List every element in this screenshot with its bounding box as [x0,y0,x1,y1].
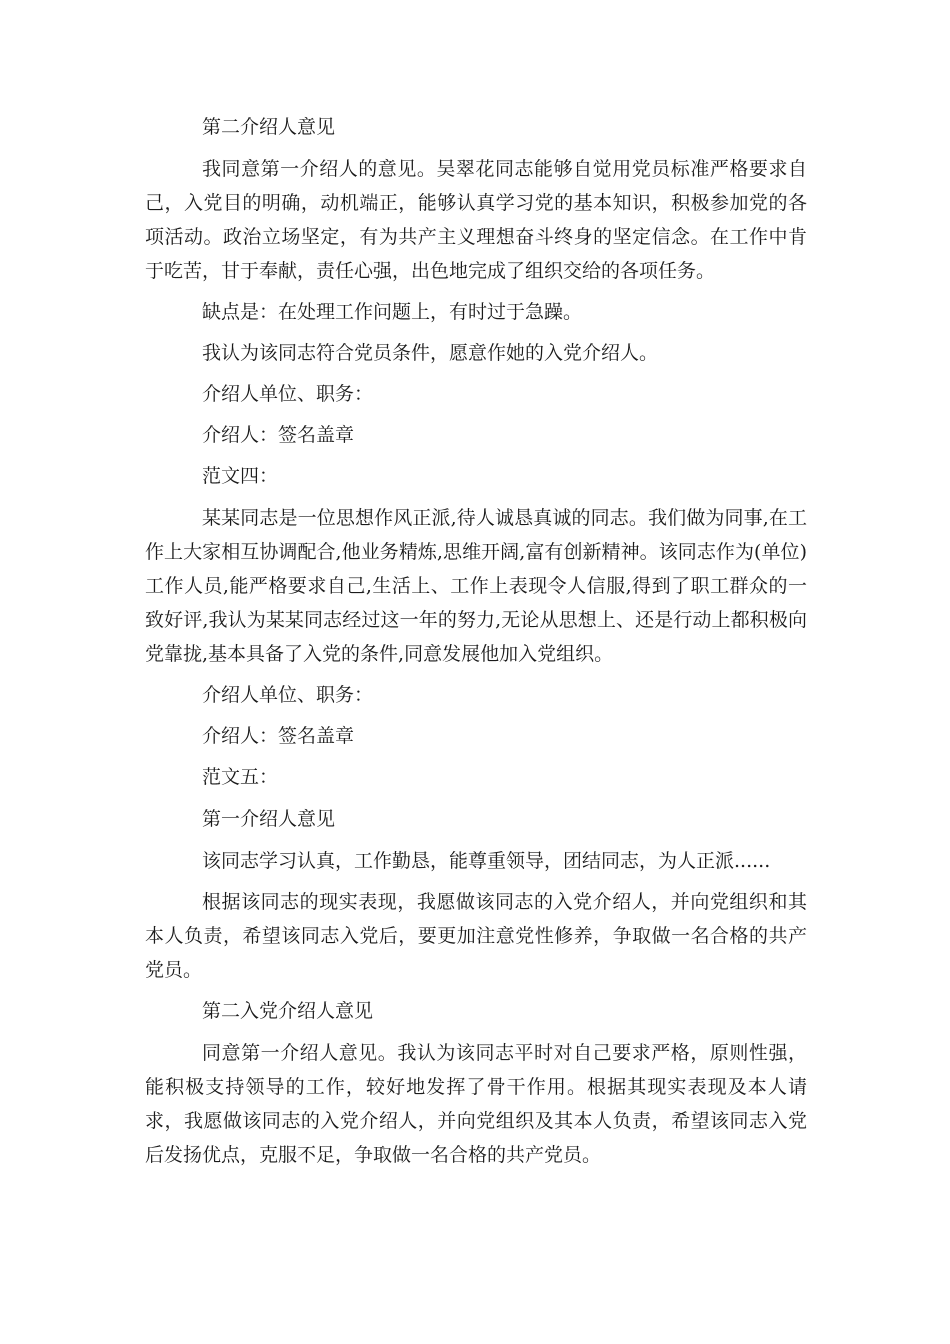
document-body [145,110,807,1179]
paragraph-second-introducer-opinion: 同意第一介绍人意见。我认为该同志平时对自己要求严格，原则性强，能积极支持领导的工作，较好地发挥了骨干作用。根据其现实表现及本人请求，我愿做该同志的入党介绍人，并向党组织及其本人负责，希望该同志入党后发扬优点，克服不足，争取做一名合格的共产党员。 [145,1042,807,1166]
section-heading-second-party-introducer: 第二入党介绍人意见 [202,1000,374,1022]
paragraph-first-introducer-opinion: 该同志学习认真，工作勤恳，能尊重领导，团结同志，为人正派...... [202,850,771,872]
paragraph-first-introducer-commitment: 根据该同志的现实表现，我愿做该同志的入党介绍人，并向党组织和其本人负责，希望该同志入党后，要更加注意党性修养，争取做一名合格的共产党员。 [145,891,807,981]
paragraph-opinion: 我同意第一介绍人的意见。吴翠花同志能够自觉用党员标准严格要求自己，入党目的明确，动机端正，能够认真学习党的基本知识，积极参加党的各项活动。政治立场坚定，有为共产主义理想奋斗终身的坚定信念。在工作中肯于吃苦，甘于奉献，责任心强，出色地完成了组织交给的各项任务。 [145,158,807,282]
field-introducer-signature: 介绍人：签名盖章 [202,424,355,446]
section-heading-second-introducer: 第二介绍人意见 [202,116,336,138]
field-introducer-unit: 介绍人单位、职务： [202,684,374,706]
section-heading-sample-four: 范文四： [202,465,279,487]
field-introducer-unit: 介绍人单位、职务： [202,383,374,405]
section-heading-first-introducer: 第一介绍人意见 [202,808,336,830]
paragraph-shortcoming: 缺点是：在处理工作问题上，有时过于急躁。 [202,301,583,323]
paragraph-sample-four-body: 某某同志是一位思想作风正派,待人诚恳真诚的同志。我们做为同事,在工作上大家相互协调配合,他业务精炼,思维开阔,富有创新精神。该同志作为(单位)工作人员,能严格要求自己,生活上、工作上表现令人信服,得到了职工群众的一致好评,我认为某某同志经过这一年的努力,无论从思想上、还是行动上都积极向党靠拢,基本具备了入党的条件,同意发展他加入党组织。 [145,507,807,665]
paragraph-conclusion: 我认为该同志符合党员条件，愿意作她的入党介绍人。 [202,342,659,364]
field-introducer-signature: 介绍人：签名盖章 [202,725,355,747]
section-heading-sample-five: 范文五： [202,766,279,788]
